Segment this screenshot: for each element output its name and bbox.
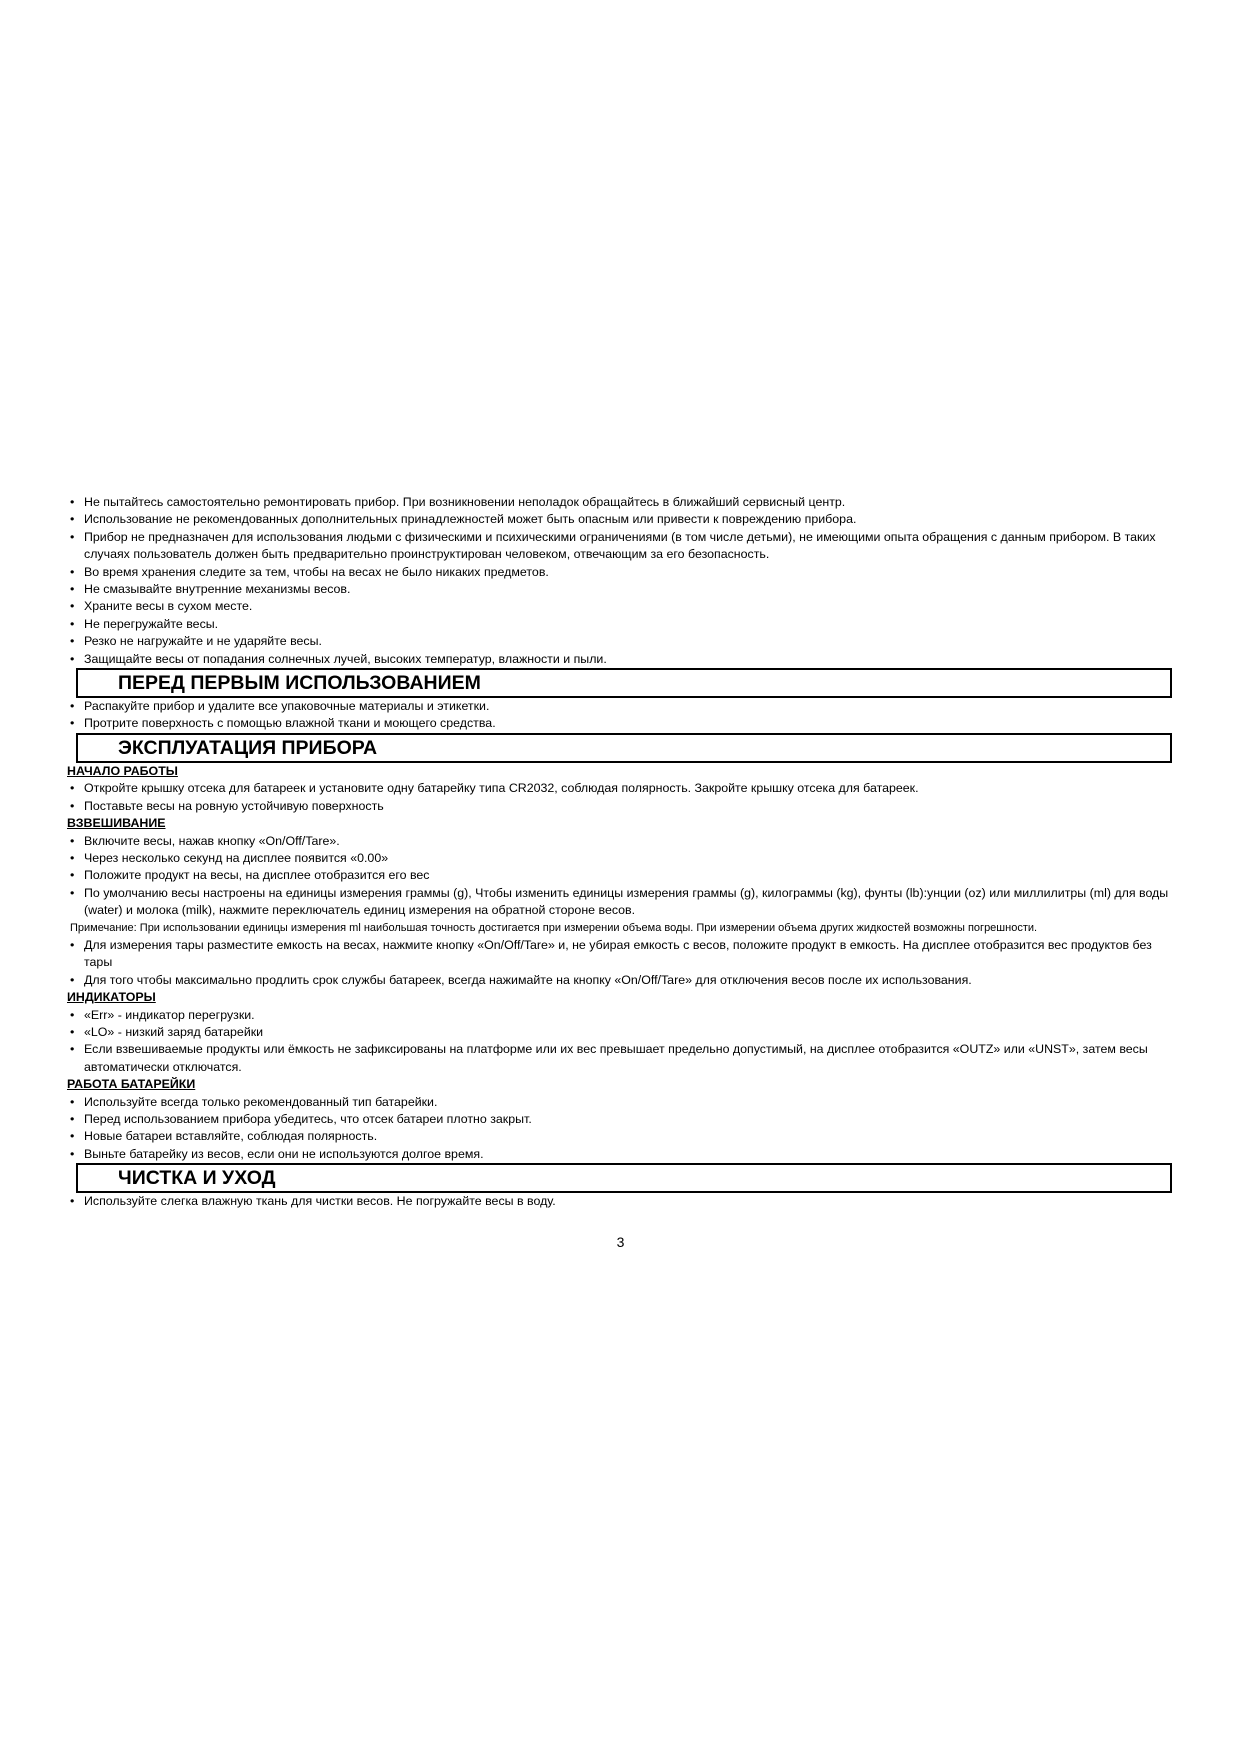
list-item: • Откройте крышку отсека для батареек и установите одну батарейку типа CR2032, соблюдая полярность. Закройте крышку отсека для батареек. [67, 780, 1177, 797]
weighing-list [67, 833, 1177, 920]
before-first-use-list [67, 698, 1177, 733]
list-item: • Поставьте весы на ровную устойчивую поверхность [67, 798, 1177, 815]
indicators-list [67, 1007, 1177, 1077]
list-item: • Используйте слегка влажную ткань для чистки весов. Не погружайте весы в воду. [67, 1193, 1177, 1210]
list-item: • Положите продукт на весы, на дисплее отобразится его вес [67, 867, 1177, 884]
list-item: • Не смазывайте внутренние механизмы весов. [67, 581, 1177, 598]
list-item: • Во время хранения следите за тем, чтобы на весах не было никаких предметов. [67, 564, 1177, 581]
list-item: • Защищайте весы от попадания солнечных лучей, высоких температур, влажности и пыли. [67, 651, 1177, 668]
section-title-operation: ЭКСПЛУАТАЦИЯ ПРИБОРА [76, 733, 1172, 763]
list-item: • Через несколько секунд на дисплее появится «0.00» [67, 850, 1177, 867]
list-item: • По умолчанию весы настроены на единицы измерения граммы (g), Чтобы изменить единицы измерения граммы (g), килограммы (kg), фунты (lb):унции (oz) или миллилитры (ml) для воды (water) и молока (milk), нажмите переключатель единиц измерения на обратной стороне весов. [67, 885, 1177, 920]
list-item: • Протрите поверхность с помощью влажной ткани и моющего средства. [67, 715, 1177, 732]
section-title-before-first-use: ПЕРЕД ПЕРВЫМ ИСПОЛЬЗОВАНИЕМ [76, 668, 1172, 698]
list-item: • Не пытайтесь самостоятельно ремонтировать прибор. При возникновении неполадок обращайтесь в ближайший сервисный центр. [67, 494, 1177, 511]
subheading-start: НАЧАЛО РАБОТЫ [67, 763, 178, 778]
list-item: • Используйте всегда только рекомендованный тип батарейки. [67, 1094, 1177, 1111]
list-item: • Перед использованием прибора убедитесь, что отсек батареи плотно закрыт. [67, 1111, 1177, 1128]
list-item: • Выньте батарейку из весов, если они не используются долгое время. [67, 1146, 1177, 1163]
safety-list [67, 494, 1177, 668]
list-item: • «LO» - низкий заряд батарейки [67, 1024, 1177, 1041]
manual-content [67, 494, 1177, 1211]
list-item: • Использование не рекомендованных дополнительных принадлежностей может быть опасным или привести к повреждению прибора. [67, 511, 1177, 528]
list-item: • Не перегружайте весы. [67, 616, 1177, 633]
start-list [67, 780, 1177, 815]
list-item: • Если взвешиваемые продукты или ёмкость не зафиксированы на платформе или их вес превышает предельно допустимый, на дисплее отобразится «OUTZ» или «UNST», затем весы автоматически отключатся. [67, 1041, 1177, 1076]
list-item: • Новые батареи вставляйте, соблюдая полярность. [67, 1128, 1177, 1145]
weighing-note: Примечание: При использовании единицы измерения ml наибольшая точность достигается при измерении объема воды. При измерении объема других жидкостей возможны погрешности. [70, 921, 1038, 934]
subheading-battery: РАБОТА БАТАРЕЙКИ [67, 1077, 196, 1092]
list-item: • Включите весы, нажав кнопку «On/Off/Tare». [67, 833, 1177, 850]
cleaning-list [67, 1193, 1177, 1210]
subheading-indicators: ИНДИКАТОРЫ [67, 990, 156, 1005]
list-item: • Для измерения тары разместите емкость на весах, нажмите кнопку «On/Off/Tare» и, не убирая емкость с весов, положите продукт в емкость. На дисплее отобразится вес продуктов без тары [67, 937, 1177, 972]
weighing-list-2 [67, 937, 1177, 989]
list-item: • Резко не нагружайте и не ударяйте весы. [67, 633, 1177, 650]
subheading-weighing: ВЗВЕШИВАНИЕ [67, 816, 166, 831]
list-item: • Распакуйте прибор и удалите все упаковочные материалы и этикетки. [67, 698, 1177, 715]
list-item: • Храните весы в сухом месте. [67, 598, 1177, 615]
list-item: • Прибор не предназначен для использования людьми с физическими и психическими ограничениями (в том числе детьми), не имеющими опыта обращения с данным прибором. В таких случаях пользователь должен быть предварительно проинструктирован человеком, отвечающим за его безопасность. [67, 529, 1177, 564]
list-item: • «Err» - индикатор перегрузки. [67, 1007, 1177, 1024]
section-title-cleaning: ЧИСТКА И УХОД [76, 1163, 1172, 1193]
list-item: • Для того чтобы максимально продлить срок службы батареек, всегда нажимайте на кнопку «On/Off/Tare» для отключения весов после их использования. [67, 972, 1177, 989]
page-number: 3 [616, 1234, 625, 1250]
battery-list [67, 1094, 1177, 1164]
